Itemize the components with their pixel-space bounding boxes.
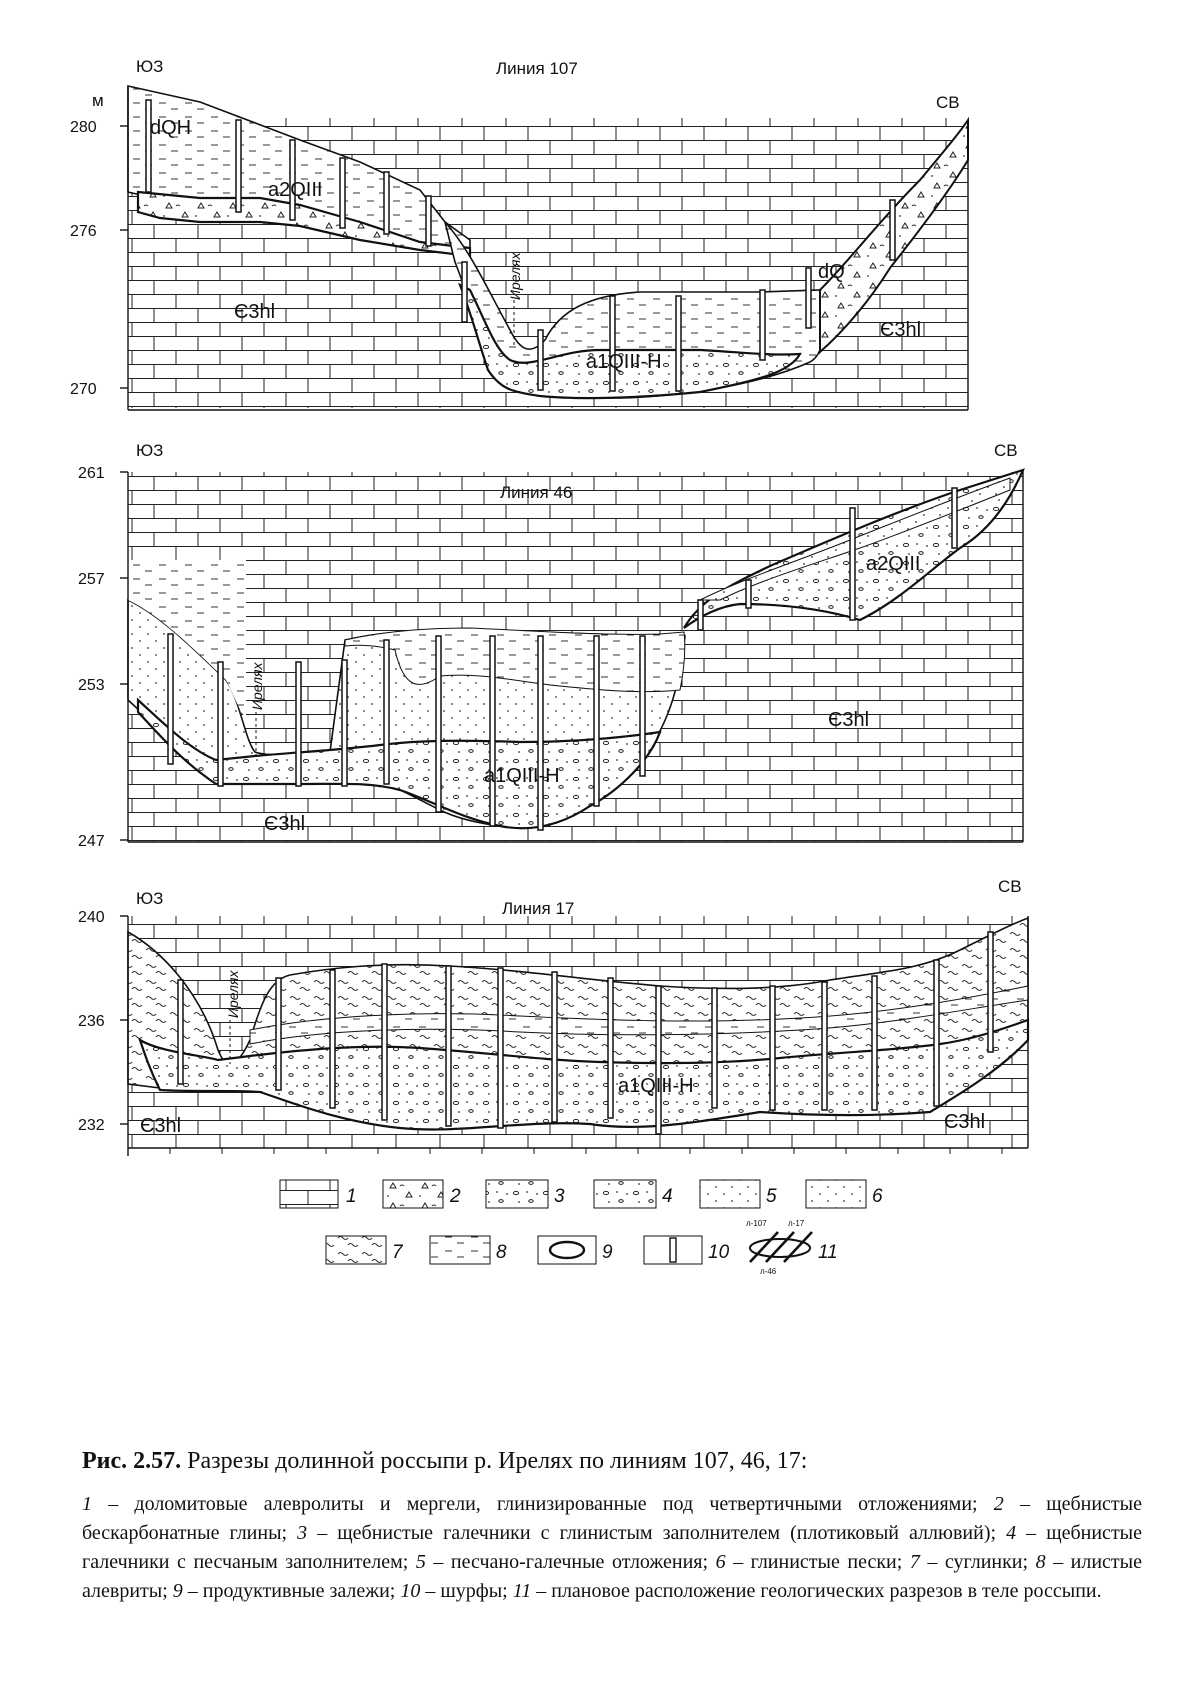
legend-item-9 [538,1236,613,1264]
caption-item-text: – щебнистые галечники с глинистым заполнителем (плотиковый аллювий); [307,1522,1007,1544]
section-title: Линия 46 [500,483,573,502]
svg-text:л-107: л-107 [746,1219,767,1228]
unit-label: м [92,91,104,110]
river-label: Ирелях [225,970,241,1018]
x-axis-ticks [170,1148,1002,1154]
tick-247: 247 [78,833,105,850]
tick-276: 276 [70,223,97,240]
caption-item-number: 11 [512,1580,532,1602]
svg-text:1: 1 [346,1186,357,1207]
direction-sw: ЮЗ [136,441,164,460]
caption-item-text: – суглинки; [919,1551,1036,1573]
direction-ne: СВ [936,93,960,112]
svg-text:9: 9 [602,1242,613,1263]
figure-number: Рис. 2.57. [82,1448,182,1474]
section-line-46 [78,441,1023,850]
direction-sw: ЮЗ [136,889,164,908]
svg-text:3: 3 [554,1186,565,1207]
formation-dq: dQ [818,261,845,283]
caption-title-text: Разрезы долинной россыпи р. Ирелях по линиям 107, 46, 17: [187,1448,808,1474]
caption-item-text: – продуктивные залежи; [182,1580,401,1602]
svg-text:5: 5 [766,1186,777,1207]
svg-text:6: 6 [872,1186,883,1207]
formation-a2qiii: a2QIII [268,179,323,201]
caption-title [82,1446,1142,1476]
caption-item-text: – доломитовые алевролиты и мергели, глинизированные под четвертичными отложениями; [92,1493,994,1515]
svg-text:11: 11 [818,1242,838,1263]
legend-item-3 [486,1180,565,1208]
formation-bedrock-bottom: Є3hl [264,813,306,835]
caption-item-number: 4 [1006,1522,1017,1544]
caption-item-text: – плановое расположение геологических разрезов в теле россыпи. [531,1580,1102,1602]
caption-item-text: – шурфы; [420,1580,513,1602]
svg-text:2: 2 [450,1186,461,1207]
tick-253: 253 [78,677,105,694]
caption-item-text: – щебнистые бескарбонатные глины; [82,1493,1142,1544]
formation-bedrock-left: Є3hl [234,301,276,323]
legend-item-7 [326,1236,404,1264]
caption-item-number: 3 [297,1522,308,1544]
tick-280: 280 [70,119,97,136]
legend-item-2 [383,1180,461,1208]
formation-dqh: dQH [150,117,192,139]
legend-item-10 [644,1236,730,1264]
river-label: Ирелях [249,662,265,710]
caption-item-text: – песчано-галечные отложения; [425,1551,716,1573]
legend [280,1180,883,1276]
legend-item-4 [594,1180,673,1208]
caption-body [82,1490,1142,1606]
caption-item-number: 5 [415,1551,426,1573]
svg-text:4: 4 [662,1186,673,1207]
formation-bedrock-right: Є3hl [880,319,922,341]
legend-item-6 [806,1180,883,1208]
caption-item-number: 8 [1035,1551,1046,1573]
formation-bedrock-left: Є3hl [140,1115,182,1137]
direction-ne: СВ [994,441,1018,460]
formation-bedrock-right: Є3hl [828,709,870,731]
caption-item-number: 9 [172,1580,183,1602]
direction-ne: СВ [998,877,1022,896]
tick-257: 257 [78,571,105,588]
caption-item-number: 2 [993,1493,1004,1515]
svg-text:8: 8 [496,1242,507,1263]
formation-a1qiiih: a1QIII-H [618,1075,694,1097]
caption-item-number: 7 [909,1551,920,1573]
svg-text:л-17: л-17 [788,1219,805,1228]
caption-item-number: 1 [82,1493,92,1515]
tick-240: 240 [78,909,105,926]
tick-236: 236 [78,1013,105,1030]
section-line-107 [70,57,968,410]
svg-text:10: 10 [708,1242,730,1263]
legend-item-11 [746,1219,838,1276]
legend-item-8 [430,1236,507,1264]
caption-item-number: 6 [715,1551,726,1573]
river-label: Ирелях [507,252,523,300]
caption-item-text: – щебнистые галечники с песчаным заполнителем; [82,1522,1142,1573]
section-line-17 [78,877,1028,1156]
section-title: Линия 107 [496,59,578,78]
figure-caption [82,1446,1142,1606]
tick-232: 232 [78,1117,105,1134]
section-title: Линия 17 [502,899,575,918]
caption-item-text: – глинистые пески; [725,1551,910,1573]
formation-a2qiii: a2QIII [866,553,921,575]
svg-text:7: 7 [392,1242,403,1263]
legend-item-5 [700,1180,777,1208]
direction-sw: ЮЗ [136,57,164,76]
caption-item-number: 10 [400,1580,421,1602]
legend-item-1 [280,1180,357,1208]
formation-bedrock-right: Є3hl [944,1111,986,1133]
tick-270: 270 [70,381,97,398]
svg-text:л-46: л-46 [760,1267,777,1276]
caption-item-text: – илистые алевриты; [82,1551,1142,1602]
tick-261: 261 [78,465,105,482]
formation-a1qiiih: a1QIII-H [484,765,560,787]
formation-a1qiiih: a1QIII-H [586,351,662,373]
